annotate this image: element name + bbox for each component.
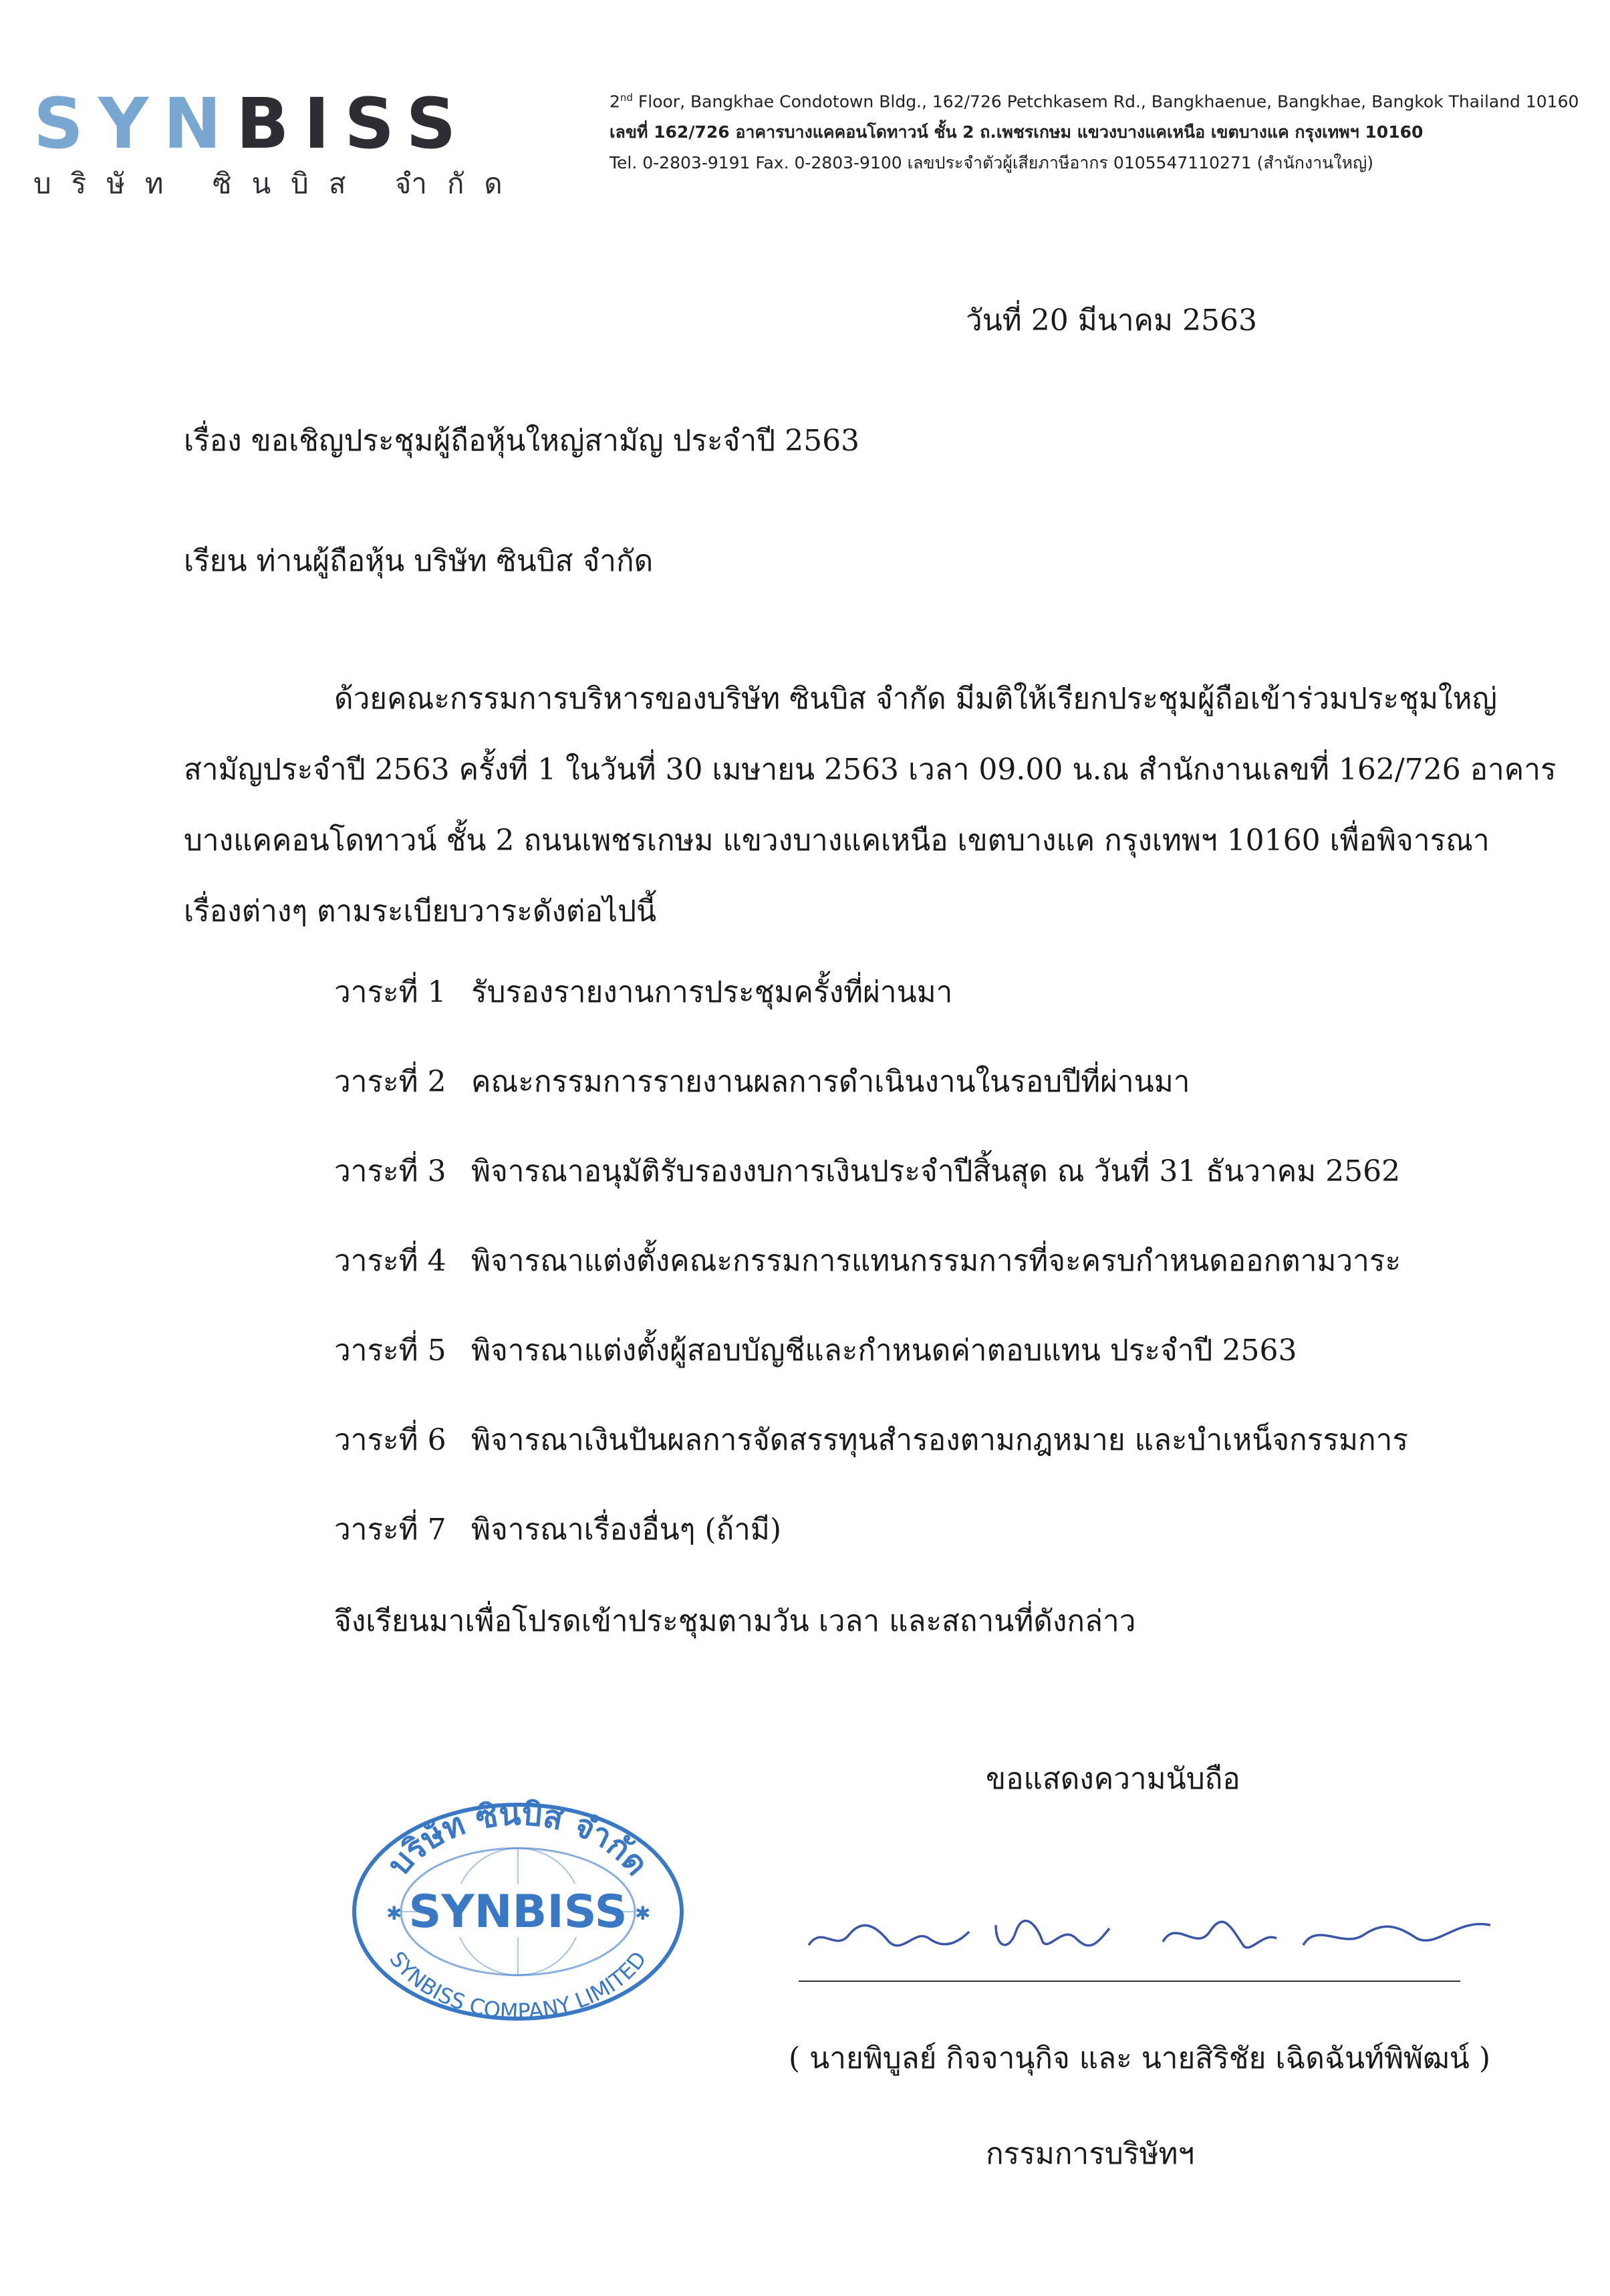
agenda-item <box>334 1063 1470 1153</box>
letter-subject: เรื่อง ขอเชิญประชุมผู้ถือหุ้นใหญ่สามัญ ประจำปี 2563 <box>184 424 860 458</box>
stamp-star-icon: ✱ <box>635 1902 651 1924</box>
address-floor: 2 <box>610 92 620 112</box>
stamp-star-icon: ✱ <box>386 1902 402 1924</box>
agenda-number: วาระที่ 6 <box>334 1423 446 1457</box>
company-address-block <box>610 88 1579 184</box>
agenda-text: รับรองรายงานการประชุมครั้งที่ผ่านมา <box>471 975 953 1009</box>
closing-line: จึงเรียนมาเพื่อโปรดเข้าประชุมตามวัน เวลา และสถานที่ดังกล่าว <box>334 1604 1136 1638</box>
letter-recipient: เรียน ท่านผู้ถือหุ้น บริษัท ซินบิส จำกัด <box>184 544 654 578</box>
agenda-text: พิจารณาเงินปันผลการจัดสรรทุนสำรองตามกฎหมาย และบำเหน็จกรรมการ <box>471 1423 1408 1457</box>
agenda-text: พิจารณาแต่งตั้งผู้สอบบัญชีและกำหนดค่าตอบแทน ประจำปี 2563 <box>471 1333 1297 1368</box>
company-logo <box>33 83 555 206</box>
agenda-text: พิจารณาเรื่องอื่นๆ (ถ้ามี) <box>471 1513 782 1547</box>
stamp-center-text: SYNBISS <box>408 1886 628 1938</box>
agenda-number: วาระที่ 7 <box>334 1513 446 1547</box>
letter-body <box>184 680 1557 964</box>
stamp-top-text: บริษัท ซินบิส จำกัด <box>380 1798 656 1883</box>
logo-wordmark <box>33 83 555 164</box>
agenda-number: วาระที่ 3 <box>334 1154 446 1188</box>
agenda-number: วาระที่ 2 <box>334 1065 446 1099</box>
company-stamp-seal <box>348 1798 688 2025</box>
agenda-number: วาระที่ 5 <box>334 1333 446 1368</box>
body-line: เรื่องต่างๆ ตามระเบียบวาระดังต่อไปนี้ <box>184 894 657 928</box>
body-line: บางแคคอนโดทาวน์ ชั้น 2 ถนนเพชรเกษม แขวงบางแคเหนือ เขตบางแค กรุงเทพฯ 10160 เพื่อพิจารณา <box>184 823 1490 858</box>
address-english-text: Floor, Bangkhae Condotown Bldg., 162/726 Petchkasem Rd., Bangkhaenue, Bangkhae, Bangkok Thailand 10160 <box>632 92 1579 112</box>
signer-position: กรรมการบริษัทฯ <box>986 2137 1195 2171</box>
logo-thai-name: บริษัท ซินบิส จำกัด <box>33 167 523 200</box>
address-floor-suffix: nd <box>620 92 633 104</box>
agenda-text: คณะกรรมการรายงานผลการดำเนินงานในรอบปีที่ผ่านมา <box>471 1065 1190 1099</box>
agenda-item <box>334 974 1470 1063</box>
body-line: สามัญประจำปี 2563 ครั้งที่ 1 ในวันที่ 30 เมษายน 2563 เวลา 09.00 น.ณ สำนักงานเลขที่ 162/726 อาคาร <box>184 753 1557 787</box>
agenda-item <box>334 1511 1470 1601</box>
agenda-text: พิจารณาอนุมัติรับรองงบการเงินประจำปีสิ้นสุด ณ วันที่ 31 ธันวาคม 2562 <box>471 1154 1401 1188</box>
agenda-number: วาระที่ 1 <box>334 975 446 1009</box>
handwritten-signatures <box>795 1898 1504 1965</box>
agenda-number: วาระที่ 4 <box>334 1244 446 1278</box>
signature-line <box>799 1981 1460 1982</box>
agenda-text: พิจารณาแต่งตั้งคณะกรรมการแทนกรรมการที่จะครบกำหนดออกตามวาระ <box>471 1244 1401 1278</box>
agenda-item <box>334 1422 1470 1511</box>
agenda-list <box>334 974 1470 1601</box>
letter-date: วันที่ 20 มีนาคม 2563 <box>966 303 1257 338</box>
body-line: ด้วยคณะกรรมการบริหารของบริษัท ซินบิส จำกัด มีมติให้เรียกประชุมผู้ถือเข้าร่วมประชุมใหญ่ <box>334 682 1497 716</box>
agenda-item <box>334 1332 1470 1422</box>
stamp-bottom-text: SYNBISS COMPANY LIMITED <box>384 1946 652 2025</box>
logo-syn: SYN <box>33 83 237 164</box>
address-thai: เลขที่ 162/726 อาคารบางแคคอนโดทาวน์ ชั้น 2 ถ.เพชรเกษม แขวงบางแคเหนือ เขตบางแค กรุงเทพฯ 10160 <box>610 122 1424 142</box>
agenda-item <box>334 1153 1470 1243</box>
logo-biss: BISS <box>236 83 471 164</box>
signer-names: ( นายพิบูลย์ กิจจานุกิจ และ นายสิริชัย เฉิดฉันท์พิพัฒน์ ) <box>789 2041 1491 2075</box>
address-english <box>610 88 1579 111</box>
agenda-item <box>334 1243 1470 1332</box>
regards: ขอแสดงความนับถือ <box>986 1762 1240 1796</box>
contact-info: Tel. 0-2803-9191 Fax. 0-2803-9100 เลขประจำตัวผู้เสียภาษีอากร 0105547110271 (สำนักงานใหญ่) <box>610 153 1373 173</box>
